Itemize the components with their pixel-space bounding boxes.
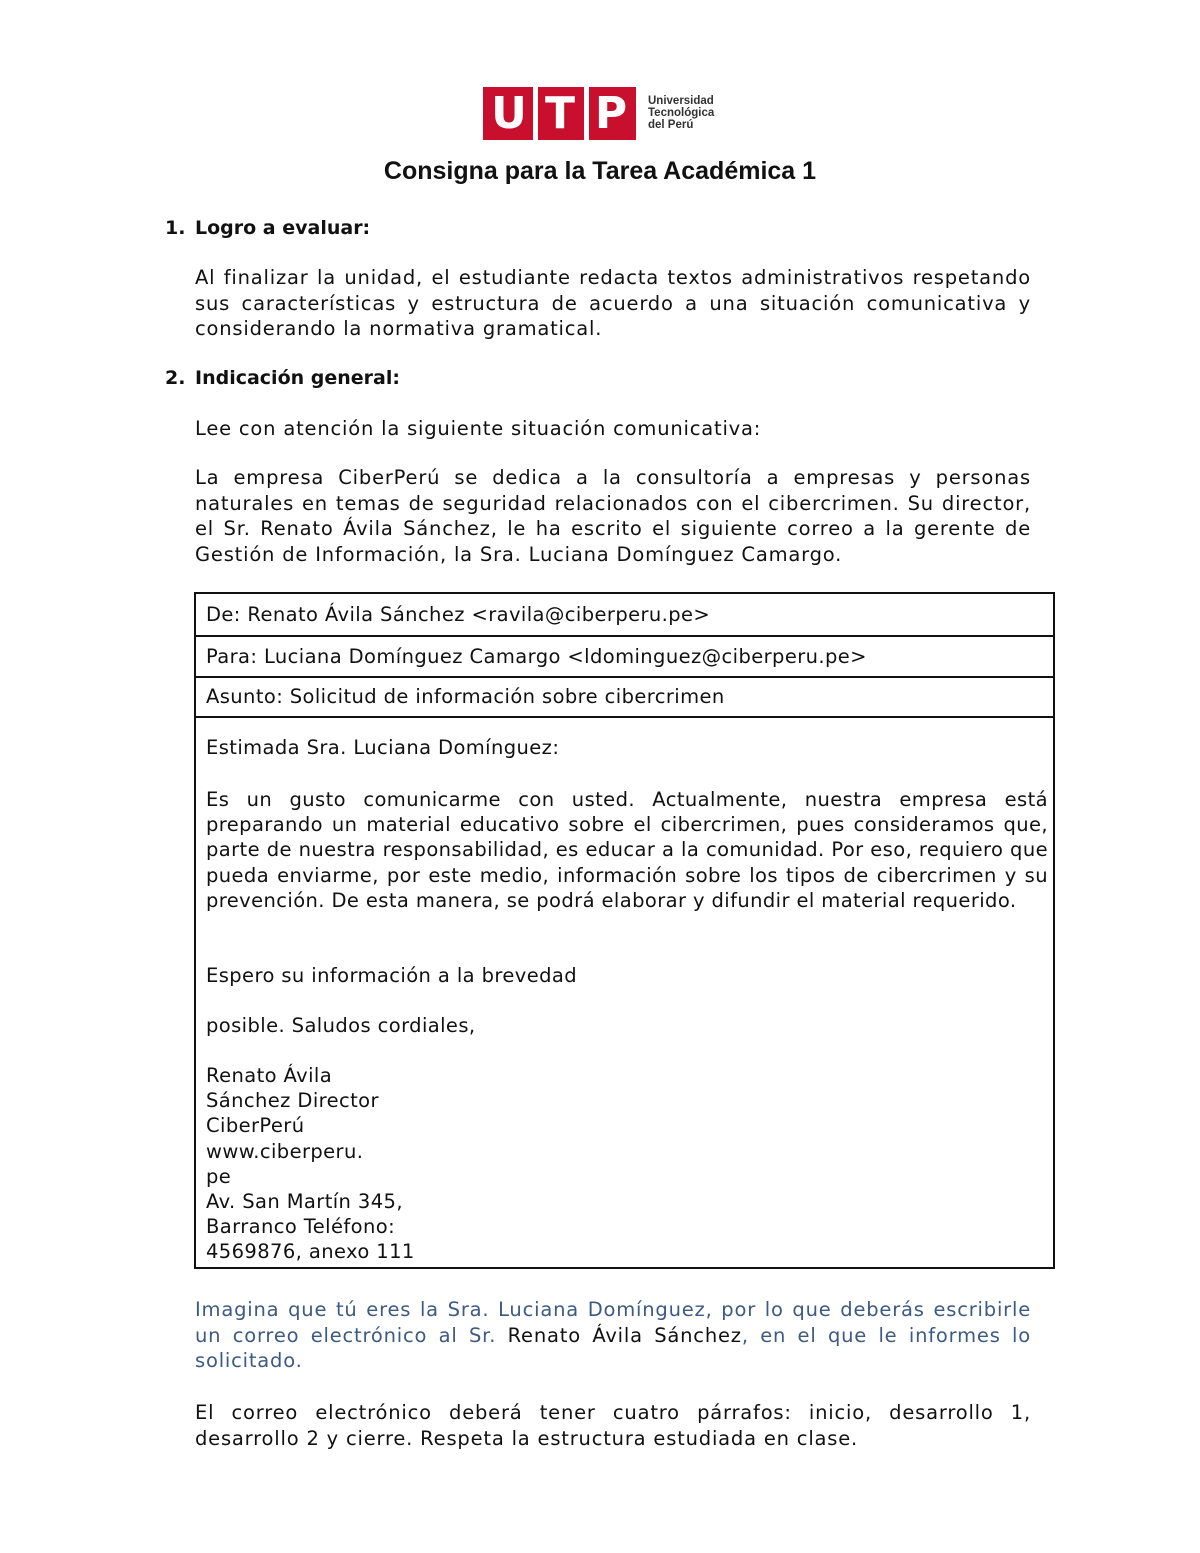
instruction-text (195, 1297, 1031, 1374)
logo-divider (584, 87, 589, 140)
utp-logo (483, 87, 723, 140)
section-2-intro: Lee con atención la siguiente situación comunicativa: (195, 417, 762, 440)
section-title: Indicación general: (195, 367, 400, 389)
logo-divider (533, 87, 538, 140)
email-from: De: Renato Ávila Sánchez <ravila@ciberperu.pe> (196, 594, 1053, 637)
section-1-heading (165, 217, 371, 239)
email-box (194, 592, 1055, 1269)
email-closing-2: posible. Saludos cordiales, (206, 1014, 476, 1037)
section-1-text: Al finalizar la unidad, el estudiante redacta textos administrativos respetando sus características y estructura de acuerdo a una situación comunicativa y considerando la normativa gramatical. (195, 266, 1031, 340)
email-to: Para: Luciana Domínguez Camargo <ldominguez@ciberperu.pe> (196, 637, 1053, 678)
logo-line: Tecnológica (648, 107, 715, 119)
signature-line: CiberPerú (206, 1114, 305, 1138)
email-subject: Asunto: Solicitud de información sobre cibercrimen (196, 678, 1053, 718)
requirement-text: El correo electrónico deberá tener cuatro párrafos: inicio, desarrollo 1, desarrollo 2 y cierre. Respeta la estructura estudiada en clase. (195, 1401, 1031, 1450)
signature-line: Barranco Teléfono: (206, 1215, 396, 1239)
page-title: Consigna para la Tarea Académica 1 (383, 157, 817, 185)
signature-line: www.ciberperu. (206, 1139, 364, 1163)
section-title: Logro a evaluar: (195, 217, 371, 239)
instruction-part-2: , en el que le informes lo solicitado. (195, 1323, 1031, 1372)
signature-line: 4569876, anexo 111 (206, 1240, 415, 1264)
signature-line: Renato Ávila (206, 1064, 333, 1087)
section-2-context: La empresa CiberPerú se dedica a la consultoría a empresas y personas naturales en temas de seguridad relacionados con el cibercrimen. Su director, el Sr. Renato Ávila Sánchez, le ha escrito el siguiente correo a la gerente de Gestión de Información, la Sra. Luciana Domínguez Camargo. (195, 466, 1031, 566)
email-signature (206, 1063, 606, 1265)
instruction-part-1: Imagina que tú eres la Sra. Luciana Domínguez, por lo que deberás escribirle un correo electrónico al Sr. (195, 1298, 1031, 1347)
logo-wordmark (648, 95, 728, 131)
logo-line: del Perú (648, 119, 694, 131)
email-closing-1: Espero su información a la brevedad (206, 964, 578, 987)
logo-letter-u: U (491, 88, 527, 139)
logo-red-block (483, 87, 636, 140)
section-number: 1. (165, 217, 186, 239)
logo-letter-t: T (544, 88, 575, 139)
logo-line: Universidad (648, 95, 714, 107)
email-body: Es un gusto comunicarme con usted. Actualmente, nuestra empresa está preparando un material educativo sobre el cibercrimen, pues consideramos que, parte de nuestra responsabilidad, es educar a la comunidad. Por eso, requiero que pueda enviarme, por este medio, información sobre los tipos de cibercrimen y su prevención. De esta manera, se podrá elaborar y difundir el material requerido. (206, 788, 1048, 912)
signature-line: Av. San Martín 345, (206, 1190, 403, 1214)
email-greeting: Estimada Sra. Luciana Domínguez: (206, 736, 560, 759)
instruction-name: Renato Ávila Sánchez (507, 1323, 742, 1347)
signature-line: Sánchez Director (206, 1089, 379, 1113)
section-2-heading (165, 367, 400, 389)
section-number: 2. (165, 367, 186, 389)
signature-line: pe (206, 1164, 232, 1188)
logo-letter-p: P (594, 88, 628, 139)
